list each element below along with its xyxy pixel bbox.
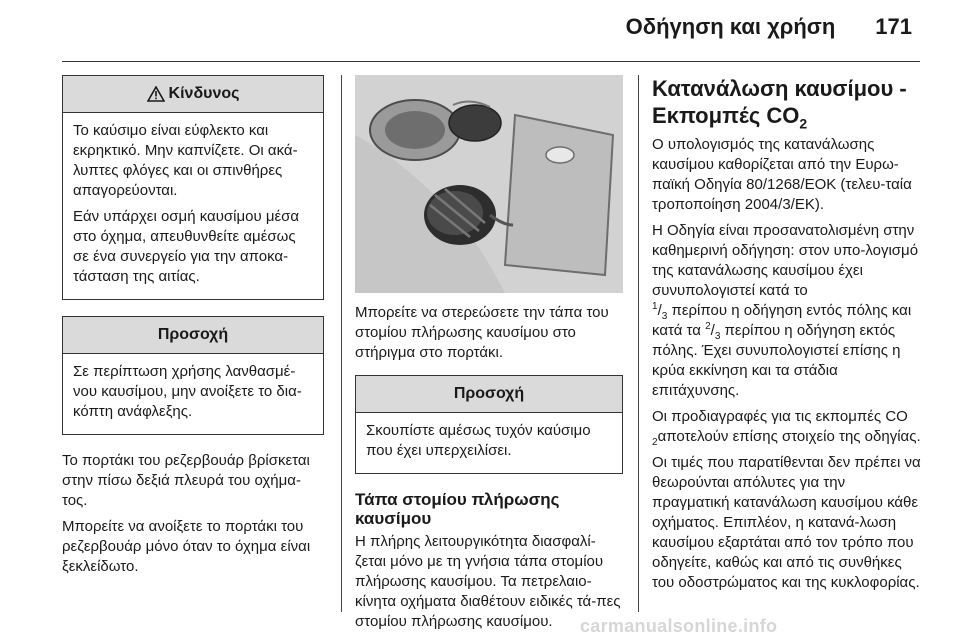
paragraph: Ο υπολογισμός της κατανάλωσης καυσίμου καθορίζεται από την Ευρω-παϊκή Οδηγία 80/1268/ΕΟΚ (τελευ-ταία τροποποίηση 2004/3/ΕΚ). bbox=[652, 136, 912, 213]
section-heading: Τάπα στομίου πλήρωσης καυσίμου bbox=[355, 490, 560, 528]
watermark: carmanualsonline.info bbox=[580, 616, 778, 636]
danger-box-title: Κίνδυνος bbox=[168, 85, 240, 102]
paragraph: Μπορείτε να ανοίξετε το πορτάκι του ρεζερβουάρ μόνο όταν το όχημα είναι ξεκλείδωτο. bbox=[62, 518, 311, 575]
column-1 bbox=[62, 75, 324, 583]
section-heading: Κατανάλωση καυσίμου - Εκπομπές $CO_2$ bbox=[652, 76, 907, 132]
column-2 bbox=[355, 75, 623, 638]
caution-box-header bbox=[63, 317, 323, 354]
caution-text: Σκουπίστε αμέσως τυχόν καύσιμο που έχει υπερχειλίσει. bbox=[366, 422, 591, 459]
caution-box-title: Προσοχή bbox=[157, 326, 229, 343]
paragraph: Οι τιμές που παρατίθενται δεν πρέπει να θεωρούνται απόλυτες για την πραγματική κατανάλωση καυσίμου κάθε οχήματος. Επιπλέον, η κατανά-λωση καυσίμου εξαρτάται από τον τρόπο που οδηγείτε, καθώς και από τις συνθήκες του οδοστρώματος και της κυκλοφορίας. bbox=[652, 454, 921, 591]
paragraph: Το πορτάκι του ρεζερβουάρ βρίσκεται στην πίσω δεξιά πλευρά του οχήμα-τος. bbox=[62, 452, 310, 509]
column-divider bbox=[341, 75, 342, 612]
paragraph: Η πλήρης λειτουργικότητα διασφαλί-ζεται μόνο με τη γνήσια τάπα στομίου πλήρωσης καυσίμου. Τα πετρελαιο-κίνητα οχήματα διαθέτουν ειδικές τά-πες στομίου πλήρωσης καυσίμου. bbox=[355, 533, 621, 630]
page-header bbox=[626, 14, 912, 40]
page-number: 171 bbox=[875, 14, 912, 39]
danger-box-header bbox=[63, 76, 323, 113]
caution-box bbox=[62, 316, 324, 435]
fuel-cap-illustration bbox=[355, 75, 623, 293]
section-title: Οδήγηση και χρήση bbox=[625, 14, 836, 39]
caution-box-header bbox=[356, 376, 622, 413]
danger-box bbox=[62, 75, 324, 300]
danger-text-2: Εάν υπάρχει οσμή καυσίμου μέσα στο όχημα, απευθυνθείτε αμέσως σε ένα συνεργείο για την αποκα-τάσταση της αιτίας. bbox=[73, 208, 300, 285]
caution-box bbox=[355, 375, 623, 474]
caution-text: Σε περίπτωση χρήσης λανθασμέ-νου καυσίμου, μην ανοίξετε το δια-κόπτη ανάφλεξης. bbox=[73, 363, 302, 420]
figure-caption: Μπορείτε να στερεώσετε την τάπα του στομίου πλήρωσης καυσίμου στο στήριγμα στο πορτάκι. bbox=[355, 304, 609, 361]
header-rule bbox=[62, 61, 920, 62]
caution-box-title: Προσοχή bbox=[453, 385, 525, 402]
column-divider bbox=[638, 75, 639, 612]
warning-triangle-icon bbox=[147, 86, 165, 102]
paragraph: Η Οδηγία είναι προσανατολισμένη στην καθημερινή οδήγηση: στον υπο-λογισμό της κατανάλωσης καυσίμου έχει συνυπολογιστεί κατά το $^1/_3$ περίπου η οδήγηση εντός πόλης και κατά τα $^2/_3$ περίπου η οδήγηση εκτός πόλης. Έχει συνυπολογιστεί επίσης η κρύα εκκίνηση και τα στάδια επιτάχυνσης. bbox=[652, 222, 919, 399]
danger-text-1: Το καύσιμο είναι εύφλεκτο και εκρηκτικό. Μην καπνίζετε. Οι ακά-λυπτες φλόγες και οι σπινθήρες απαγορεύονται. bbox=[73, 122, 298, 199]
paragraph: Οι προδιαγραφές για τις εκπομπές CO $_2$αποτελούν επίσης στοιχείο της οδηγίας. bbox=[652, 408, 921, 448]
column-3 bbox=[652, 75, 922, 599]
